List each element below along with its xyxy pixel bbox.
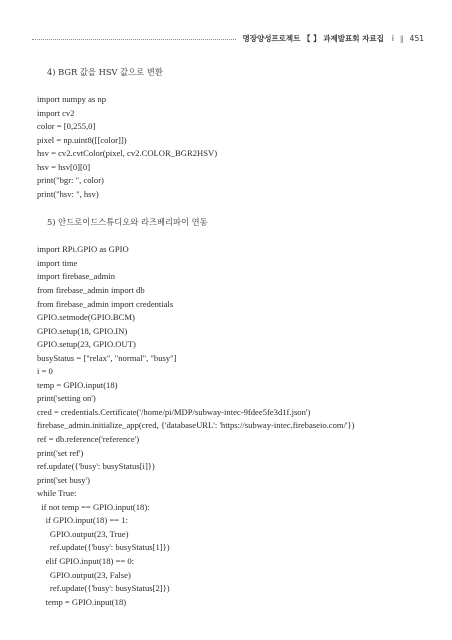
document-body <box>37 66 437 609</box>
code-line: busyStatus = ["relax", "normal", "busy"] <box>37 352 177 363</box>
code-line: from firebase_admin import credentials <box>37 298 174 309</box>
page-header <box>32 31 424 45</box>
code-line: temp = GPIO.input(18) <box>37 379 118 390</box>
code-line: GPIO.setup(18, GPIO.IN) <box>37 325 128 336</box>
code-line: hsv = hsv[0][0] <box>37 161 91 172</box>
code-line: color = [0,255,0] <box>37 121 96 132</box>
code-line: ref = db.reference('reference') <box>37 434 140 445</box>
page-number: 451 <box>409 33 424 43</box>
code-line: import RPi.GPIO as GPIO <box>37 244 129 255</box>
code-line: i = 0 <box>37 366 53 377</box>
code-line: print("hsv: ", hsv) <box>37 188 99 199</box>
code-line: cred = credentials.Certificate('/home/pi/MDP/subway-intec-9fdee5fe3d1f.json') <box>37 406 311 417</box>
code-line: ref.update({'busy': busyStatus[i]}) <box>37 461 155 472</box>
code-line: hsv = cv2.cvtColor(pixel, cv2.COLOR_BGR2HSV) <box>37 148 218 159</box>
code-line: print('set ref') <box>37 447 84 458</box>
header-title: 명장양성프로젝트 【 】 과제발표회 자료집 <box>242 33 384 43</box>
code-line: from firebase_admin import db <box>37 285 145 296</box>
code-line: import cv2 <box>37 107 75 118</box>
code-line: GPIO.output(23, False) <box>37 569 131 580</box>
code-line: import numpy as np <box>37 94 106 104</box>
section-heading: 5) 안드로이드스튜디오와 라즈베리파이 연동 <box>47 217 208 228</box>
leader-dots <box>32 39 236 40</box>
code-line: if not temp == GPIO.input(18): <box>37 501 150 512</box>
code-line: pixel = np.uint8([[color]]) <box>37 134 127 145</box>
code-line: GPIO.output(23, True) <box>37 528 129 539</box>
code-line: GPIO.setmode(GPIO.BCM) <box>37 312 135 323</box>
code-line: print('setting on') <box>37 393 96 404</box>
section-heading: 4) BGR 값을 HSV 값으로 변환 <box>47 67 163 77</box>
code-line: ref.update({'busy': busyStatus[2]}) <box>37 583 170 594</box>
code-line: if GPIO.input(18) == 1: <box>37 515 128 526</box>
code-line: ref.update({'busy': busyStatus[1]}) <box>37 542 170 553</box>
code-block <box>37 93 437 201</box>
header-separator: ‖ <box>399 33 404 43</box>
code-line: import time <box>37 257 78 268</box>
header-subtitle: ⅰ <box>391 33 394 43</box>
code-line: print("bgr: ", color) <box>37 175 104 186</box>
code-line: elif GPIO.input(18) == 0: <box>37 555 135 566</box>
code-line: import firebase_admin <box>37 271 116 282</box>
code-section <box>37 216 437 609</box>
code-block <box>37 243 437 609</box>
code-line: while True: <box>37 488 77 499</box>
code-line: GPIO.setup(23, GPIO.OUT) <box>37 339 136 350</box>
code-line: temp = GPIO.input(18) <box>37 596 127 607</box>
code-line: firebase_admin.initialize_app(cred, {'databaseURL': 'https://subway-intec.firebaseio.com/'}) <box>37 420 355 431</box>
code-line: print('set busy') <box>37 474 90 485</box>
code-section <box>37 66 437 201</box>
